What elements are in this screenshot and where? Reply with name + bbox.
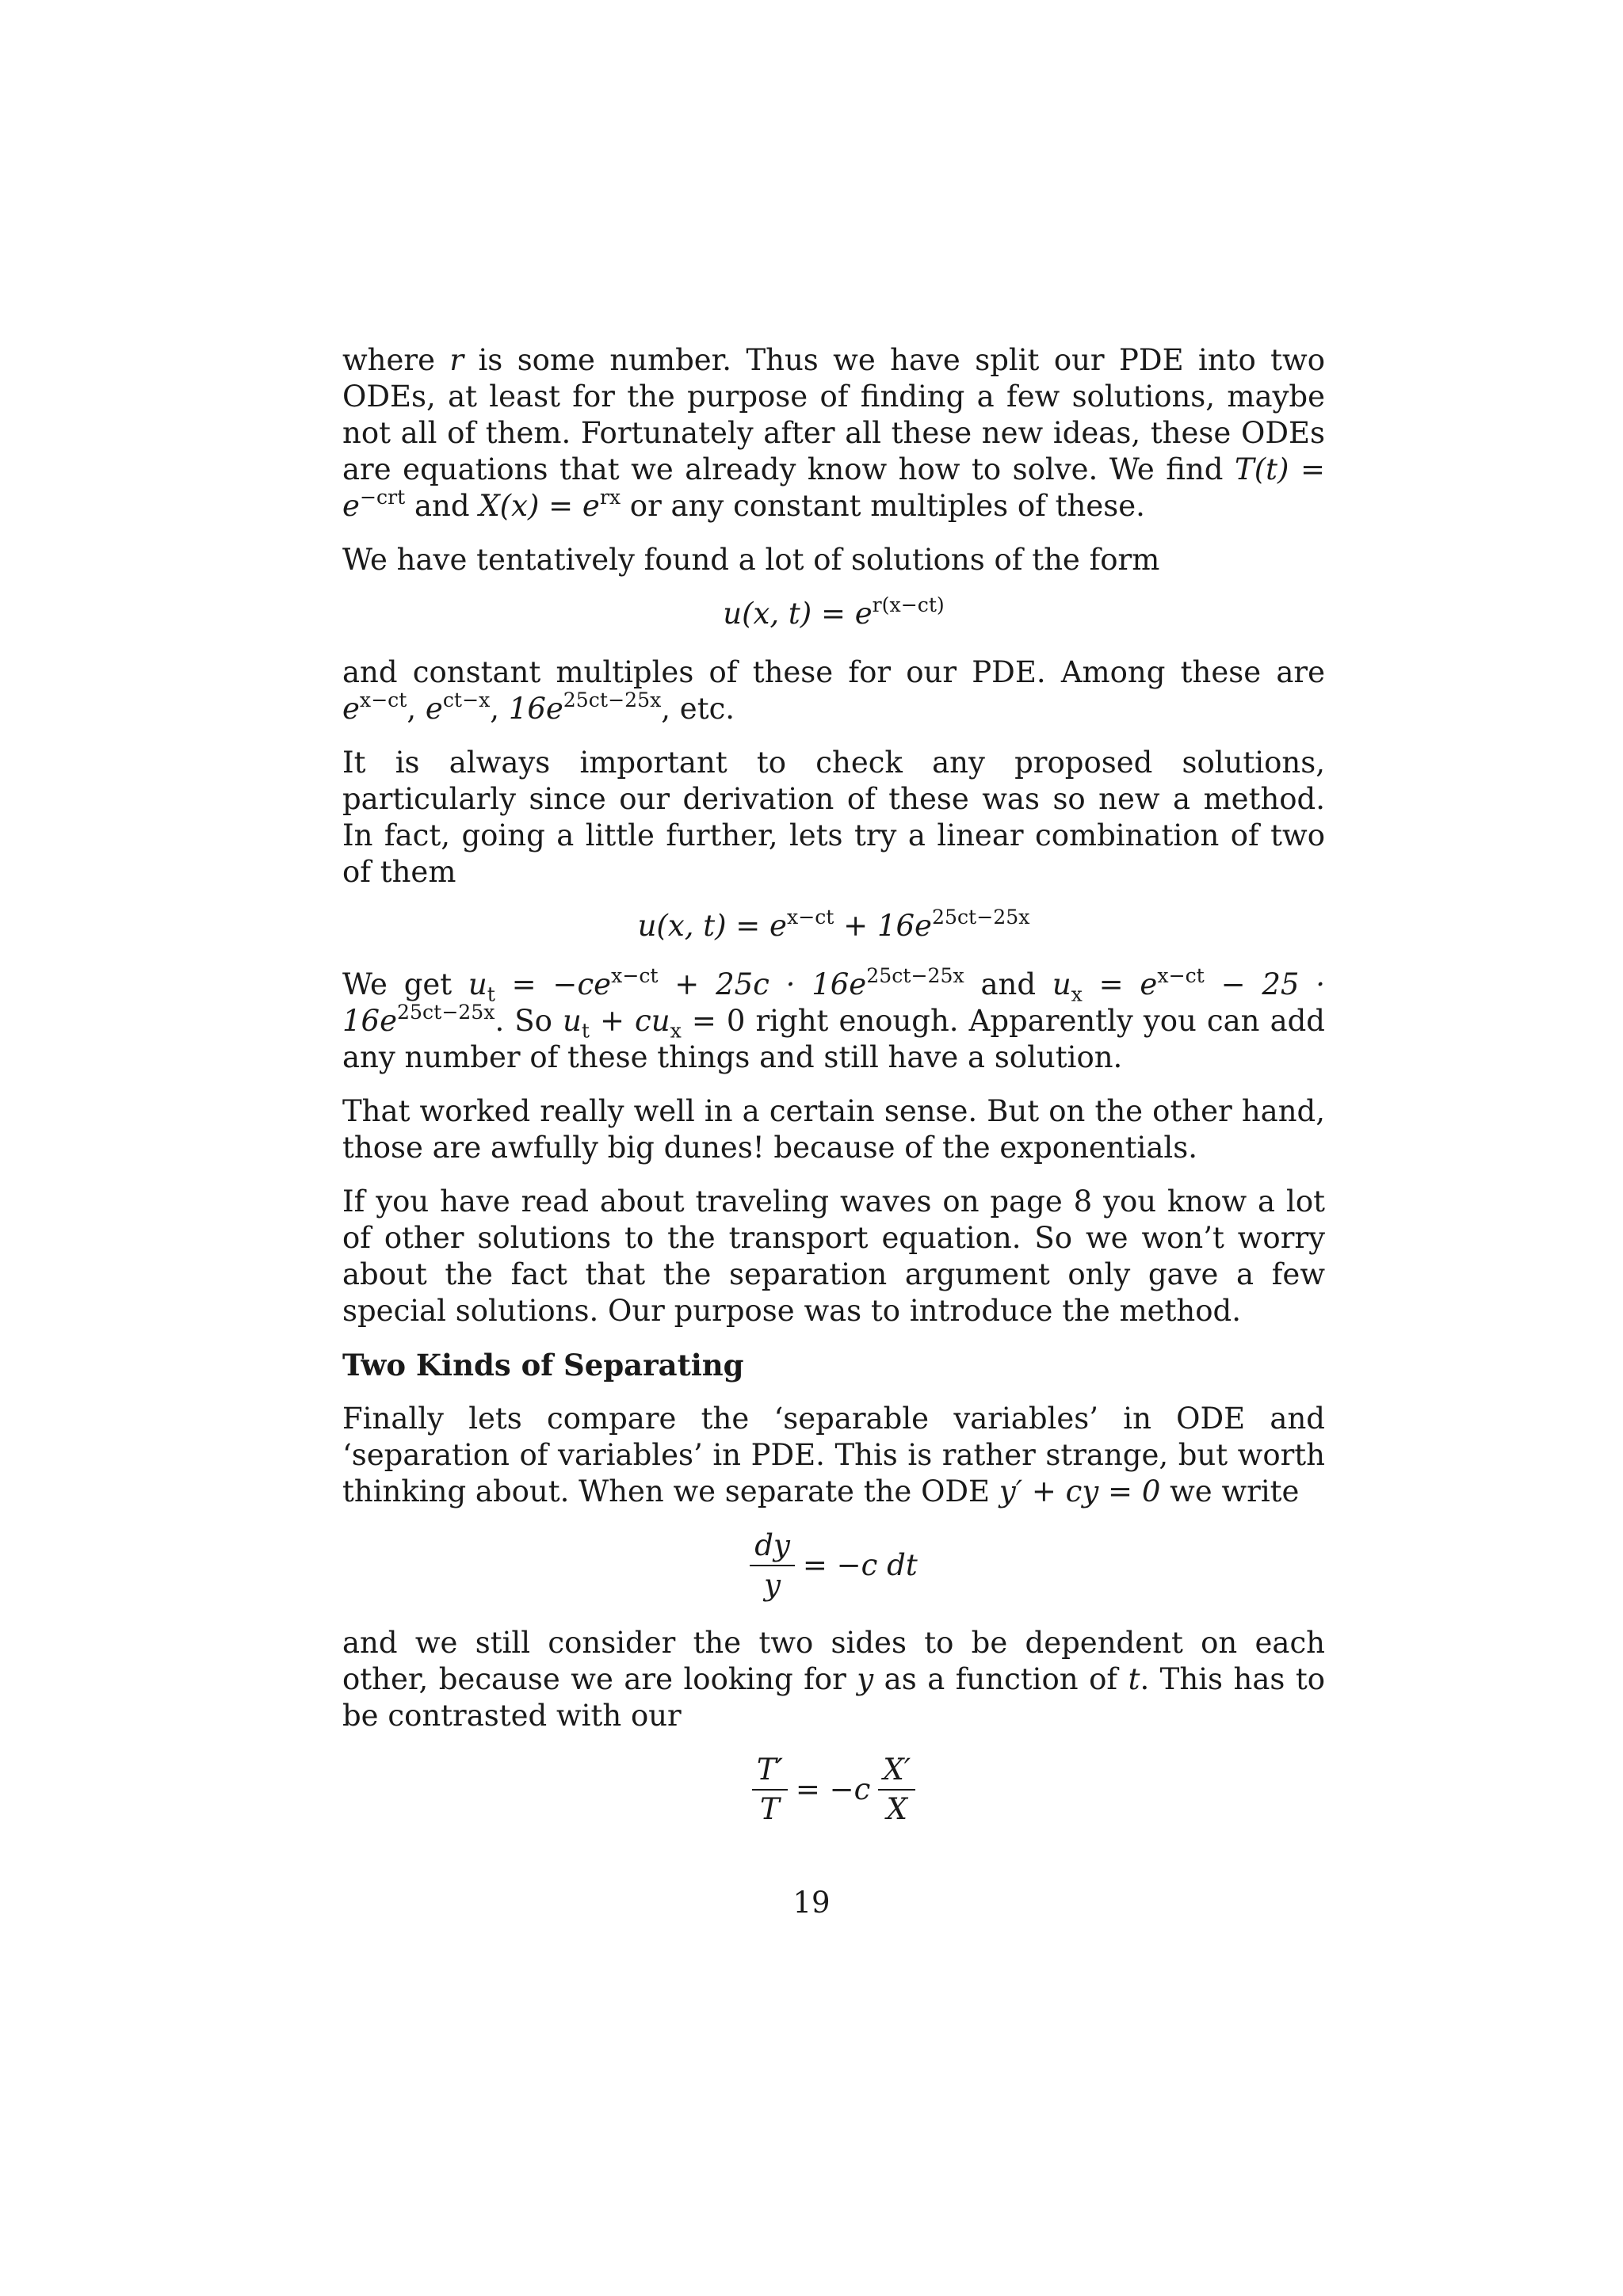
paragraph-8: Finally lets compare the ‘separable variables’ in ODE and ‘separation of variables’ in PDE. This is rather strange, but worth thinking about. When we separate the ODE y′ + cy = 0 we write — [342, 1402, 1325, 1508]
equation-linear-combination: u(x, $t) = e^{x-ct} + 16e^{25ct-25x}$ — [637, 906, 1030, 943]
paragraph-7: If you have read about traveling waves on page 8 you know a lot of other solutions to the transport equation. So we won’t worry about the fact that the separation argument only gave a few special solutions. Our purpose was to introduce the method. — [342, 1184, 1325, 1328]
paragraph-1: where r is some number. Thus we have split our PDE into two ODEs, at least for the purpose of finding a few solutions, maybe not all of them. Fortunately after all these new ideas, these ODEs are equations that we already know how to solve. We find $T(t) = e^{-crt}$ and $X(x) = e^{rx}$ or any constant multiples of these. — [342, 343, 1325, 523]
equation-pde-separated: $\frac{T'}{T}$ = −c $\frac{X'}{X}$ — [342, 1752, 1325, 1827]
equation-ode-separated: $\frac{dy}{y}$ = −c dt — [342, 1527, 1325, 1603]
paragraph-3: and constant multiples of these for our PDE. Among these are $e^{x-ct}$, $e^{ct-x}$, $16e^{25ct-25x}$, etc. — [342, 655, 1325, 726]
paragraph-5: We get $u_t = -ce^{x-ct} + 25c \cdot 16e^{25ct-25x}$ and $u_x = e^{x-ct} - 25 \cdot 16e^{25ct-25x}$. So $u_t + cu_x = 0$ right enough. Apparently you can add any number of these things and still have a solution. — [342, 964, 1325, 1074]
fraction-T: $\frac{T'}{T}$ — [752, 1753, 788, 1827]
paragraph-2: We have tentatively found a lot of solutions of the form — [342, 543, 1160, 577]
section-heading: Two Kinds of Separating — [342, 1348, 744, 1383]
page-body — [342, 342, 1325, 1849]
paragraph-4: It is always important to check any proposed solutions, particularly since our derivation of these was so new a method. In fact, going a little further, lets try a linear combination of two of them — [342, 746, 1325, 889]
fraction-dy-y: $\frac{dy}{y}$ — [750, 1528, 795, 1603]
paragraph-9: and we still consider the two sides to be dependent on each other, because we are looking for y as a function of t. This has to be contrasted with our — [342, 1626, 1326, 1733]
fraction-X: $\frac{X'}{X}$ — [878, 1753, 915, 1827]
equation-u-separable: u(x, $t) = e^{r(x-ct)}$ — [723, 593, 945, 631]
page-number: 19 — [792, 1886, 831, 1920]
paragraph-6: That worked really well in a certain sense. But on the other hand, those are awfully big dunes! because of the exponentials. — [342, 1094, 1325, 1165]
